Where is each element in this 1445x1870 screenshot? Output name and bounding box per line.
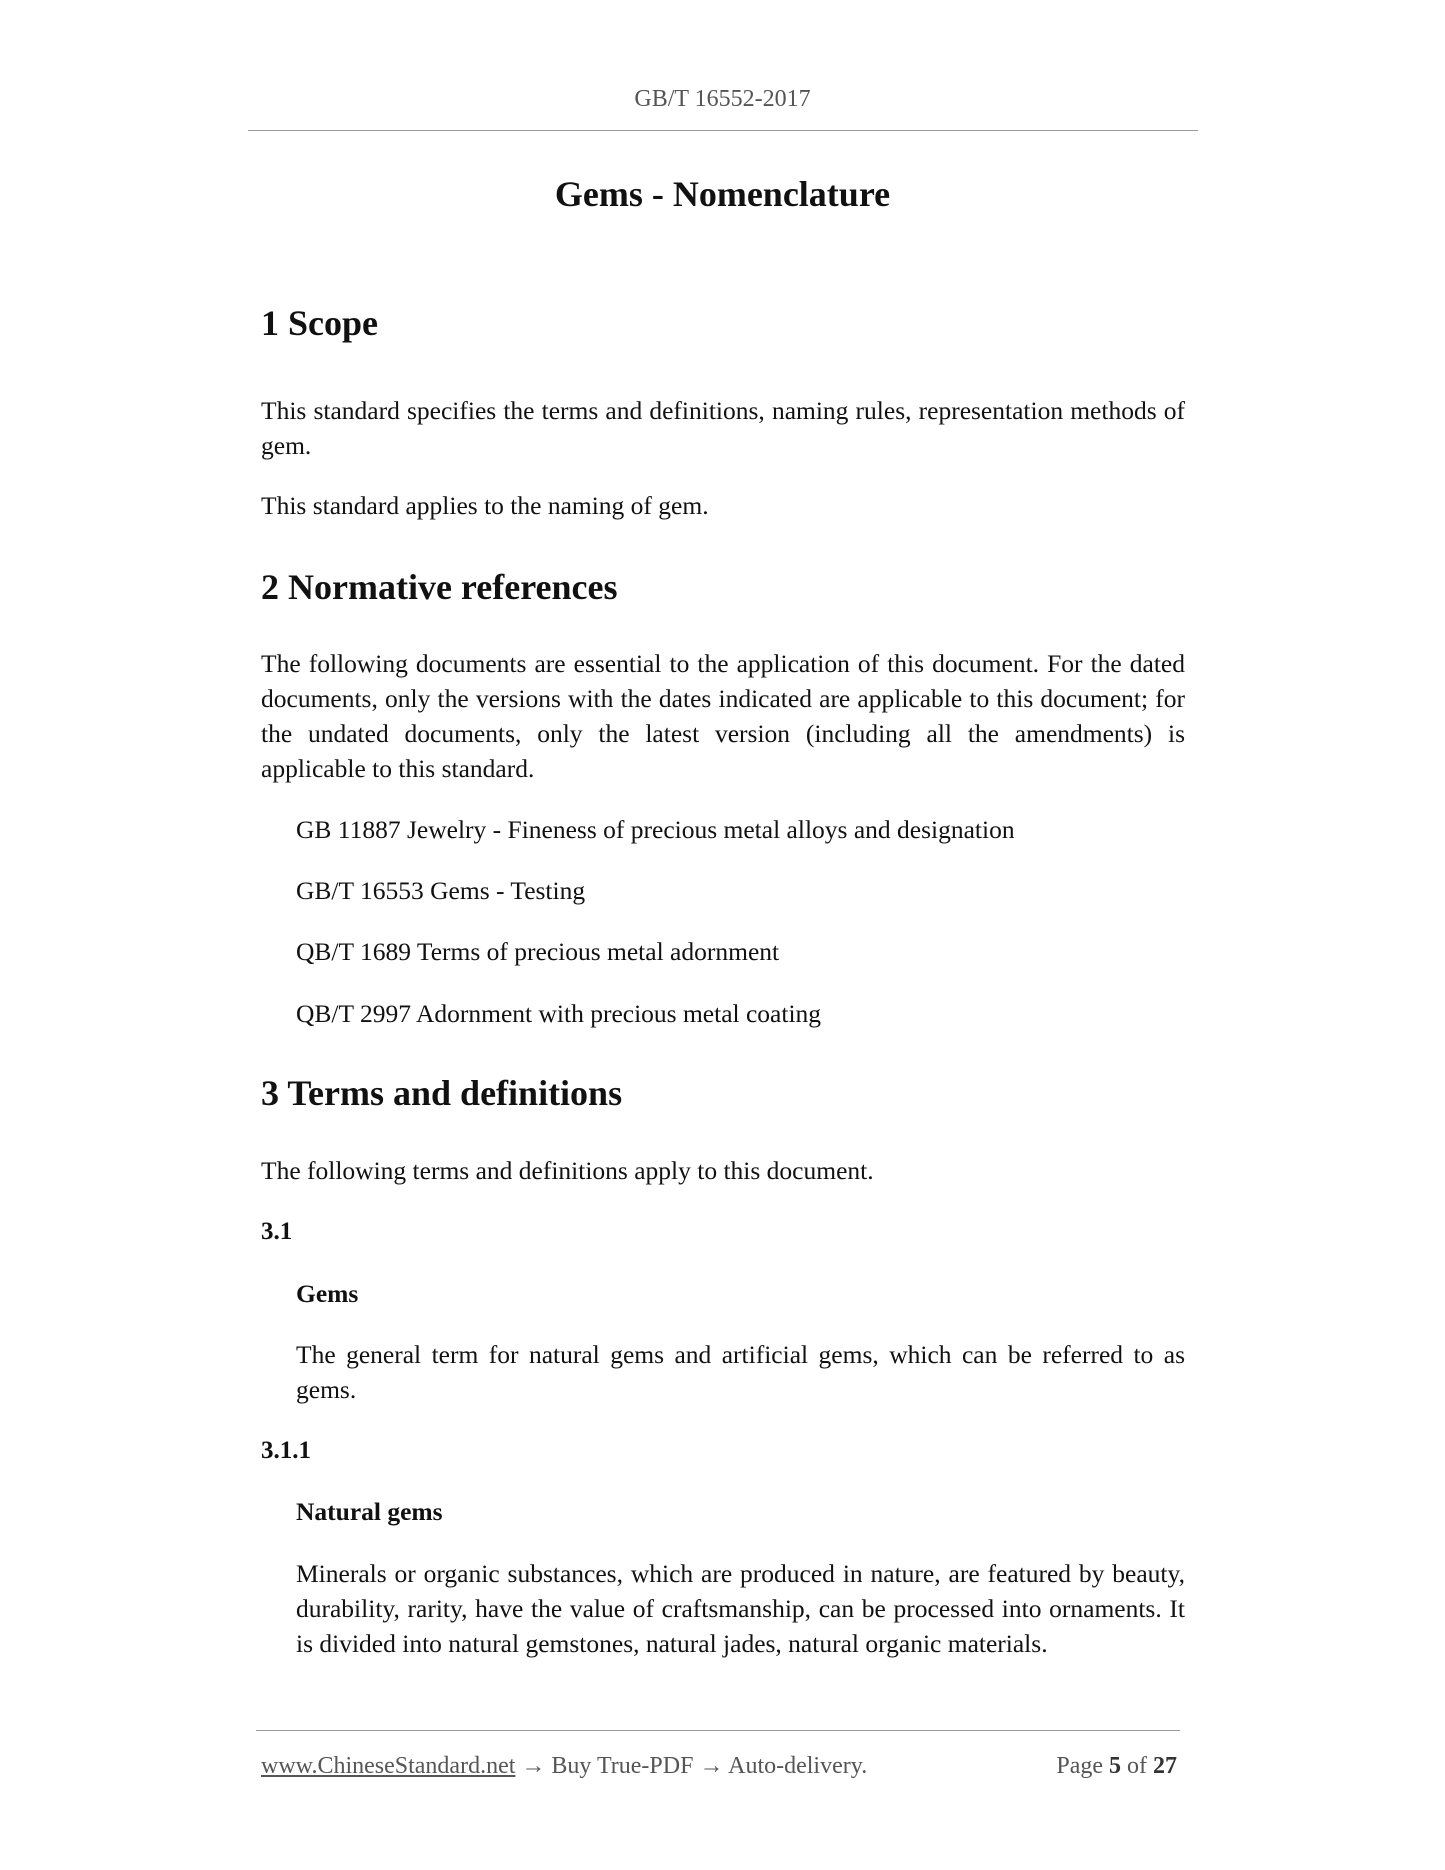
term-definition: Minerals or organic substances, which are produced in nature, are featured by beauty, durability, rarity, have the value of craftsmanship, can be processed into ornaments. It is divided into natural gemstones, natural jades, natural organic materials.	[296, 1559, 1185, 1658]
scope-paragraph-2: This standard applies to the naming of gem.	[261, 491, 709, 520]
footer-divider	[256, 1730, 1180, 1731]
term-definition: The general term for natural gems and artificial gems, which can be referred to as gems.	[296, 1340, 1185, 1404]
section-heading-scope: 1 Scope	[261, 303, 378, 343]
page-label: Page	[1056, 1753, 1103, 1779]
normative-intro-paragraph: The following documents are essential to the application of this document. For the dated documents, only the versions with the dates indicated are applicable to this document; for the undated documents, only the latest version (including all the amendments) is applicable to this standard.	[261, 649, 1185, 783]
footer-promo	[261, 1750, 867, 1782]
footer-promo-text: → Buy True-PDF → Auto-delivery.	[515, 1753, 868, 1779]
section-heading-terms-definitions: 3 Terms and definitions	[261, 1073, 623, 1113]
reference-item: QB/T 2997 Adornment with precious metal coating	[296, 999, 822, 1028]
scope-paragraph-1: This standard specifies the terms and definitions, naming rules, representation methods of gem.	[261, 396, 1185, 460]
reference-item: GB 11887 Jewelry - Fineness of precious metal alloys and designation	[296, 815, 1015, 844]
clause-number: 3.1	[261, 1218, 293, 1245]
reference-item: QB/T 1689 Terms of precious metal adornment	[296, 937, 780, 966]
reference-item: GB/T 16553 Gems - Testing	[296, 876, 586, 905]
term-name: Natural gems	[296, 1497, 443, 1526]
section-heading-normative-references: 2 Normative references	[261, 567, 618, 607]
of-label: of	[1127, 1753, 1147, 1779]
page-indicator	[1056, 1750, 1177, 1782]
terms-intro-paragraph: The following terms and definitions apply to this document.	[261, 1156, 874, 1185]
term-name: Gems	[296, 1279, 359, 1308]
website-link[interactable]: www.ChineseStandard.net	[261, 1753, 516, 1779]
document-title: Gems - Nomenclature	[554, 174, 891, 214]
current-page-number: 5	[1109, 1753, 1121, 1779]
running-header: GB/T 16552-2017	[634, 86, 811, 112]
clause-number: 3.1.1	[261, 1437, 311, 1464]
total-page-number: 27	[1153, 1753, 1177, 1779]
header-divider	[248, 130, 1198, 131]
